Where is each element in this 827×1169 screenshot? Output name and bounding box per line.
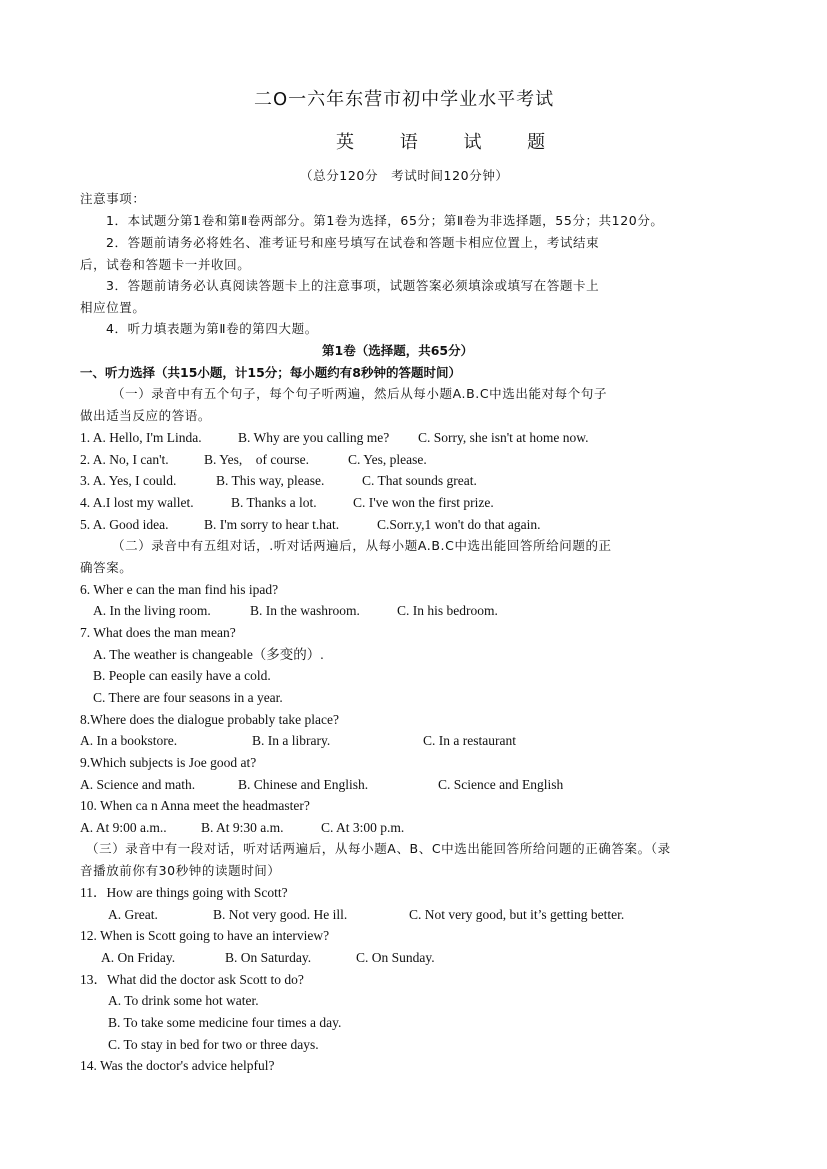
sub3-instruction-a: （三）录音中有一段对话，听对话两遍后，从每小题A、B、C中选出能回答所给问题的正确答案。（录 [86,841,671,856]
q3-option-c: C. That sounds great. [362,473,477,488]
question-10-text: 10. When ca n Anna meet the headmaster? [80,798,310,813]
q9-option-a: A. Science and math. [80,777,196,792]
q5-option-b: B. I'm sorry to hear t.hat. [204,517,340,532]
notice-item-1: 1．本试题分第1卷和第Ⅱ卷两部分。第1卷为选择，65分；第Ⅱ卷为非选择题，55分；共120分。 [106,213,664,228]
q8-option-b: B. In a library. [252,733,331,748]
sub2-instruction-b: 确答案。 [80,560,133,575]
question-13-text: 13．What did the doctor ask Scott to do? [80,972,304,987]
exam-title: 二O一六年东营市初中学业水平考试 [254,89,555,110]
q7-option-a: A. The weather is changeable（多变的）. [93,647,324,662]
q10-option-c: C. At 3:00 p.m. [321,820,405,835]
q4-option-c: C. I've won the first prize. [353,495,494,510]
q12-option-b: B. On Saturday. [225,950,312,965]
question-14-text: 14. Was the doctor's advice helpful? [80,1058,275,1073]
question-9-text: 9.Which subjects is Joe good at? [80,755,257,770]
q3-option-b: B. This way, please. [216,473,325,488]
q4-option-b: B. Thanks a lot. [231,495,317,510]
q12-option-a: A. On Friday. [101,950,176,965]
notice-item-3b: 相应位置。 [80,300,146,315]
exam-subtitle: 英 语 试 题 [336,132,566,153]
section1-heading: 一、听力选择（共15小题，计15分；每小题约有8秒钟的答题时间） [80,365,461,380]
q2-option-c: C. Yes, please. [348,452,427,467]
notice-heading: 注意事项： [80,191,146,206]
sub1-instruction-b: 做出适当反应的答语。 [80,408,212,423]
sub2-instruction-a: （二）录音中有五组对话，.听对话两遍后，从每小题A.B.C中选出能回答所给问题的正 [112,538,612,553]
q1-option-a: 1. A. Hello, I'm Linda. [80,430,202,445]
q2-option-b: B. Yes, of course. [204,452,310,467]
notice-item-2b: 后，试卷和答题卡一并收回。 [80,257,251,272]
question-3 [80,472,477,490]
q13-option-b: B. To take some medicine four times a day. [108,1015,342,1030]
q2-option-a: 2. A. No, I can't. [80,452,169,467]
question-10-options [80,819,404,837]
q1-option-c: C. Sorry, she isn't at home now. [418,430,589,445]
q10-option-a: A. At 9:00 a.m.. [80,820,167,835]
q6-option-b: B. In the washroom. [250,603,360,618]
question-5 [80,516,541,534]
q12-option-c: C. On Sunday. [356,950,435,965]
sub1-instruction-a: （一）录音中有五个句子，每个句子听两遍，然后从每小题A.B.C中选出能对每个句子 [112,386,608,401]
question-12-options [101,949,435,967]
question-4 [80,494,494,512]
question-8-text: 8.Where does the dialogue probably take place? [80,712,340,727]
q6-option-a: A. In the living room. [93,603,211,618]
sub3-instruction-b: 音播放前你有30秒钟的读题时间） [80,863,281,878]
question-11-text: 11．How are things going with Scott? [80,885,288,900]
q9-option-c: C. Science and English [438,777,564,792]
question-6-text: 6. Wher e can the man find his ipad? [80,582,279,597]
notice-item-4: 4．听力填表题为第Ⅱ卷的第四大题。 [106,321,318,336]
question-6-options [93,602,498,620]
score-info: （总分120分 考试时间120分钟） [300,168,509,183]
q4-option-a: 4. A.I lost my wallet. [80,495,194,510]
q6-option-c: C. In his bedroom. [397,603,498,618]
q5-option-c: C.Sorr.y,1 won't do that again. [377,517,541,532]
q3-option-a: 3. A. Yes, I could. [80,473,177,488]
q13-option-c: C. To stay in bed for two or three days. [108,1037,319,1052]
question-2 [80,451,427,469]
part1-heading: 第1卷（选择题，共65分） [322,343,474,358]
q7-option-b: B. People can easily have a cold. [93,668,271,683]
question-11-options [108,906,624,924]
question-12-text: 12. When is Scott going to have an interview? [80,928,330,943]
q5-option-a: 5. A. Good idea. [80,517,169,532]
notice-item-3a: 3．答题前请务必认真阅读答题卡上的注意事项，试题答案必须填涂或填写在答题卡上 [106,278,600,293]
q9-option-b: B. Chinese and English. [238,777,369,792]
q13-option-a: A. To drink some hot water. [108,993,259,1008]
notice-item-2a: 2．答题前请务必将姓名、准考证号和座号填写在试卷和答题卡相应位置上，考试结束 [106,235,600,250]
q8-option-c: C. In a restaurant [423,733,516,748]
q11-option-a: A. Great. [108,907,158,922]
question-9-options [80,776,563,794]
question-1 [80,429,589,447]
q11-option-c: C. Not very good, but it’s getting better. [409,907,625,922]
q11-option-b: B. Not very good. He ill. [213,907,348,922]
question-8-options [80,732,516,750]
q1-option-b: B. Why are you calling me? [238,430,390,445]
q10-option-b: B. At 9:30 a.m. [201,820,284,835]
question-7-text: 7. What does the man mean? [80,625,236,640]
q7-option-c: C. There are four seasons in a year. [93,690,283,705]
q8-option-a: A. In a bookstore. [80,733,178,748]
